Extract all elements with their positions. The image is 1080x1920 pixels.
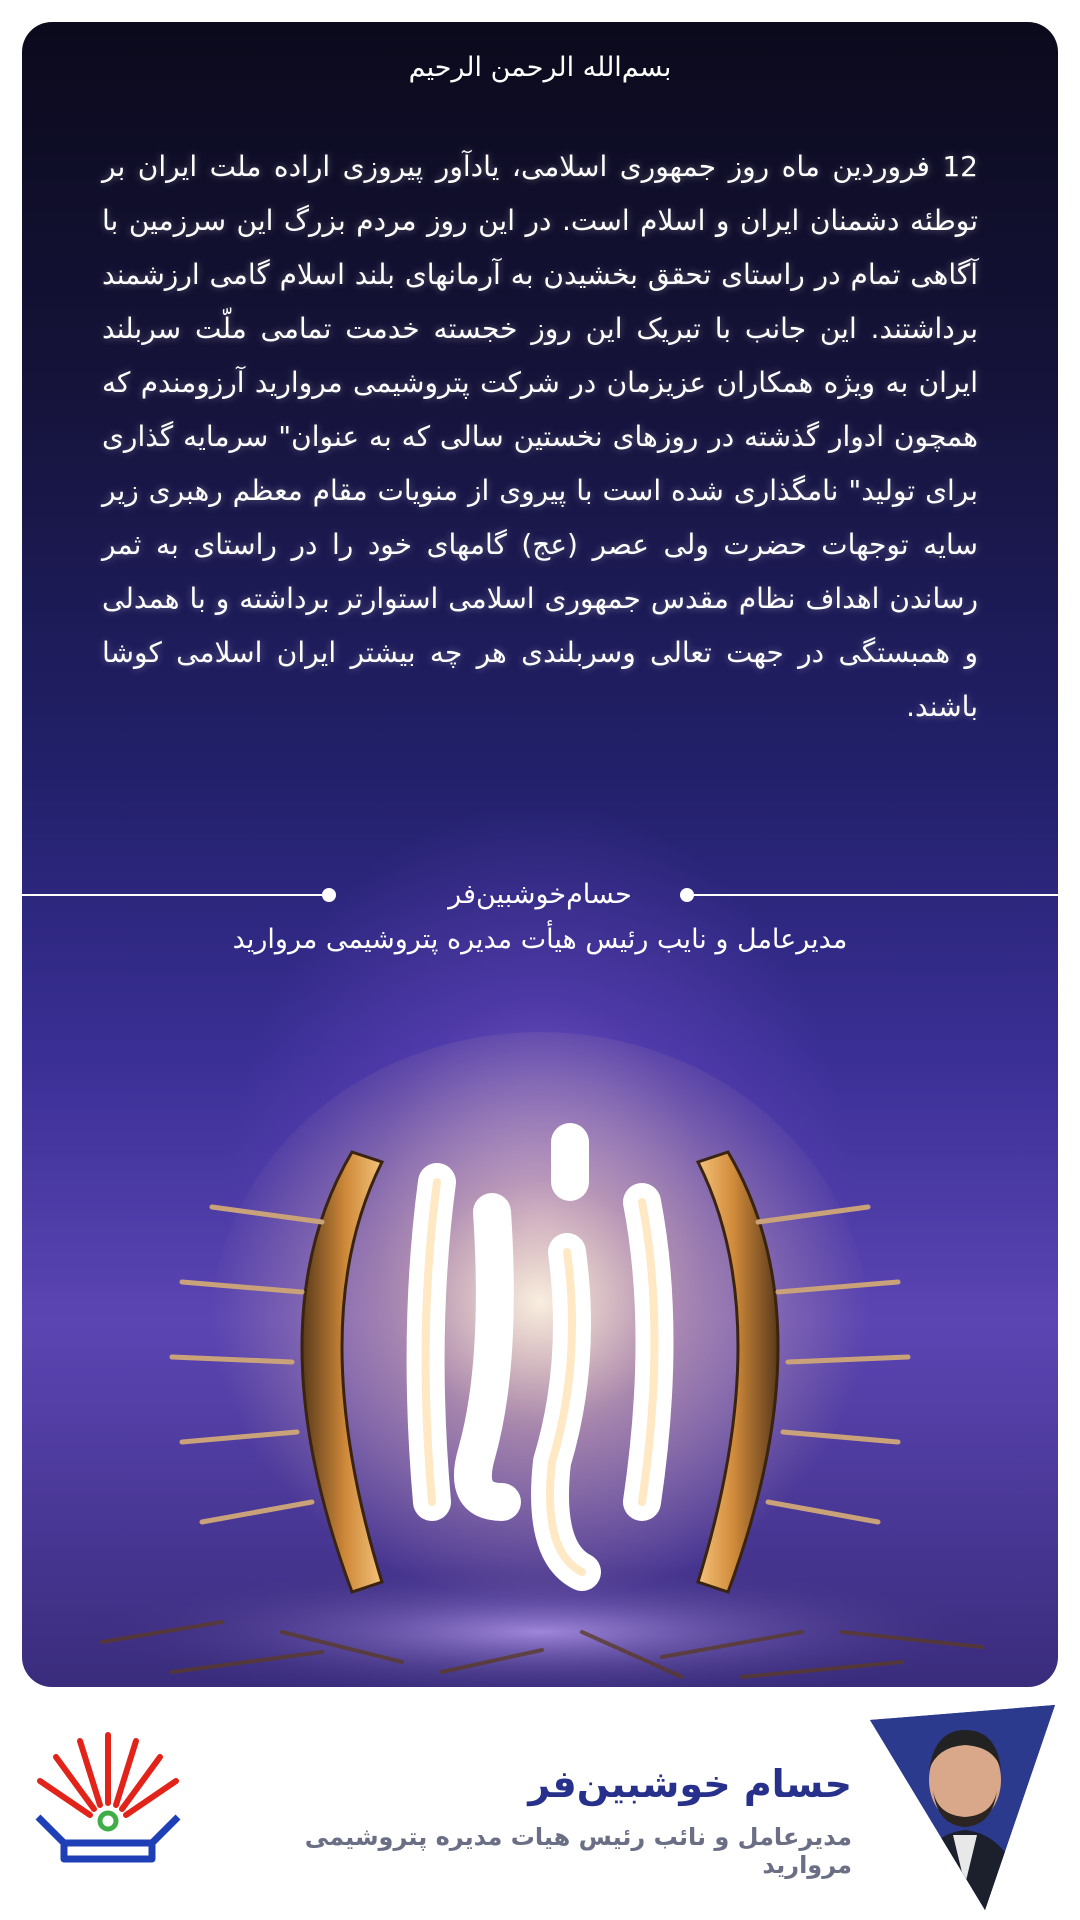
signature-role: مدیرعامل و نایب رئیس هیأت مدیره پتروشیمی مروارید <box>232 924 848 955</box>
message-paragraph: 12 فروردین ماه روز جمهوری اسلامی، یادآور پیروزی اراده ملت ایران بر توطئه دشمنان ایران و اسلام است. در این روز مردم بزرگ این سرزمین با آگاهی تمام در راستای تحقق بخشیدن به آرمانهای بلند اسلام گامی ارزشمند برداشتند. این جانب با تبریک این روز خجسته خدمت تمامی ملّت سربلند ایران به ویژه همکاران عزیزمان در شرکت پتروشیمی مروارید آرزومندم که همچون ادوار گذشته در روزهای نخستین سالی که به عنوان" سرمایه گذاری برای تولید" نامگذاری شده است با پیروی از منویات مقام معظم رهبری زیر سایه توجهات حضرت ولی عصر (عج) گامهای خود را در راستای به ثمر رساندن اهداف نظام مقدس جمهوری اسلامی استوارتر برداشته و با همدلی و همبستگی در جهت تعالی وسربلندی هر چه بیشتر ایران اسلامی کوشا باشند. <box>102 150 978 723</box>
divider-right-rule <box>692 894 1058 896</box>
signature-name: حسام‌خوشبین‌فر <box>448 879 632 910</box>
bismillah-heading: بسم‌الله الرحمن الرحیم <box>408 52 672 83</box>
announcement-card <box>22 22 1058 1687</box>
signature-divider <box>22 880 1058 910</box>
footer-role: مدیرعامل و نائب رئیس هیات مدیره پتروشیمی مروارید <box>304 1823 852 1879</box>
avatar <box>865 1685 1065 1915</box>
iran-calligraphy-shield-icon <box>22 1032 1058 1687</box>
marvarid-petrochemical-logo-icon <box>28 1725 188 1875</box>
footer-name: حسام خوشبین‌فر <box>528 1762 852 1806</box>
